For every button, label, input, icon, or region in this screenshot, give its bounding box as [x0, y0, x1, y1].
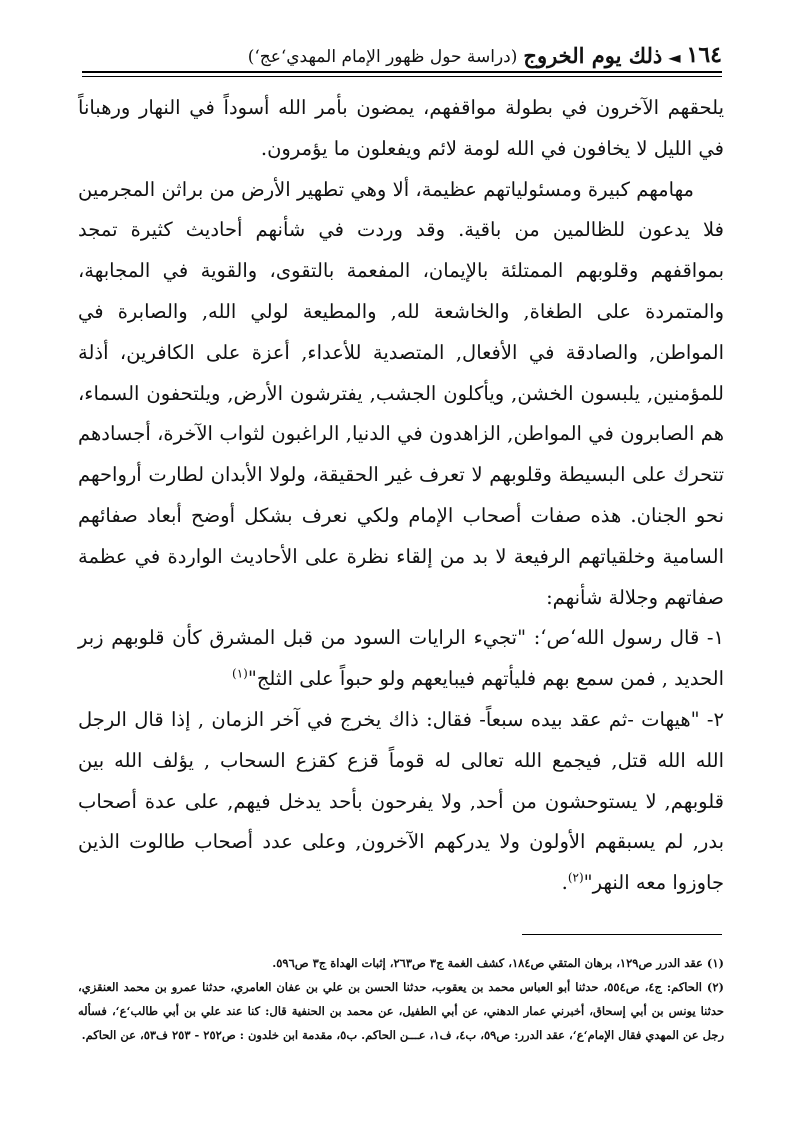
hadith-text: ١- قال رسول الله‘ص‘: "تجيء الرايات السود من قبل المشرق كأن قلوبهم زبر الحديد , فمن سمع بهم فليأتهم فيبايعهم ولو حبواً على الثلج": [78, 626, 724, 691]
paragraph: يلحقهم الآخرون في بطولة مواقفهم، يمضون بأمر الله أسوداً في النهار ورهباناً في الليل لا يخافون في الله لومة لائم ويفعلون ما يؤمرون.: [78, 96, 724, 160]
main-text: [78, 88, 724, 904]
arrow-icon: ◄: [668, 48, 681, 67]
book-title: ذلك يوم الخروج: [523, 43, 663, 68]
paragraph: مهامهم كبيرة ومسئولياتهم عظيمة، ألا وهي تطهير الأرض من براثن المجرمين فلا يدعون للظالمين من باقية. وقد وردت في شأنهم أحاديث كثيرة تمجد بمواقفهم وقلوبهم الممتلئة بالإيمان، المفعمة بالتقوى، والقوية في المجابهة، والمتمردة على الطغاة, والخاشعة لله, والمطيعة لولي الله, والصابرة في المواطن, والصادقة في الأفعال, المتصدية للأعداء, أعزة على الكافرين، أذلة للمؤمنين, يلبسون الخشن, ويأكلون الجشب, يفترشون الأرض, ويلتحفون السماء، هم الصابرون في المواطن, الزاهدون في الدنيا, الراغبون لثواب الآخرة، أجسادهم تتحرك على البسيطة وقلوبهم لا تعرف غير الحقيقة، ولولا الأبدان لطارت أرواحهم نحو الجنان. هذه صفات أصحاب الإمام ولكي نعرف بشكل أوضح أبعاد صفائهم السامية وخلقياتهم الرفيعة لا بد من إلقاء نظرة على الأحاديث الواردة في عظمة صفاتهم وجلالة شأنهم:: [78, 177, 724, 609]
page-number: ١٦٤: [686, 42, 722, 68]
footnote-divider: [522, 934, 722, 935]
header-divider: [82, 71, 722, 77]
running-header: [82, 26, 722, 66]
hadith-end: .: [561, 871, 568, 895]
hadith-text: ٢- "هيهات -ثم عقد بيده سبعاً- فقال: ذاك يخرج في آخر الزمان , إذا قال الرجل الله الله قتل, فيجمع الله تعالى له قوماً قزع كقزع السحاب , يؤلف الله بين قلوبهم, لا يستوحشون من أحد, ولا يفرحون بأحد يدخل فيهم, على عدة أصحاب بدر, لم يسبقهم الأولون ولا يدركهم الآخرون, وعلى عدد أصحاب طالوت الذين جاوزوا معه النهر": [78, 707, 724, 895]
book-subtitle: (دراسة حول ظهور الإمام المهدي‘عج‘): [247, 47, 518, 67]
footnote-ref: (١): [232, 666, 248, 681]
footnote: (٢) الحاكم: ج٤، ص٥٥٤، حدثنا أبو العباس محمد بن يعقوب، حدثنا الحسن بن علي بن عفان العامري، حدثنا عمرو بن محمد العنقزي، حدثنا يونس بن أبي إسحاق، أخبرني عمار الدهني، عن أبي الطفيل، عن محمد بن الحنفية قال: كنا عند علي بن أبي طالب‘ع‘، فسأله رجل عن المهدي فقال الإمام‘ع‘، عقد الدرر: ص٥٩، ب٤، ف١، عـــن الحاكم. ب٥، مقدمة ابن خلدون : ص٢٥٢ - ٢٥٣ ف٥٣، عن الحاكم.: [78, 980, 724, 1042]
footnote: (١) عقد الدرر ص١٢٩، برهان المتقي ص١٨٤، كشف الغمة ج٣ ص٢٦٣، إثبات الهداة ج٣ ص٥٩٦.: [272, 956, 724, 970]
hadith-item: [78, 618, 724, 700]
footnote-ref: (٢): [567, 870, 584, 885]
hadith-item: [78, 700, 724, 904]
footnotes: [78, 951, 724, 1047]
